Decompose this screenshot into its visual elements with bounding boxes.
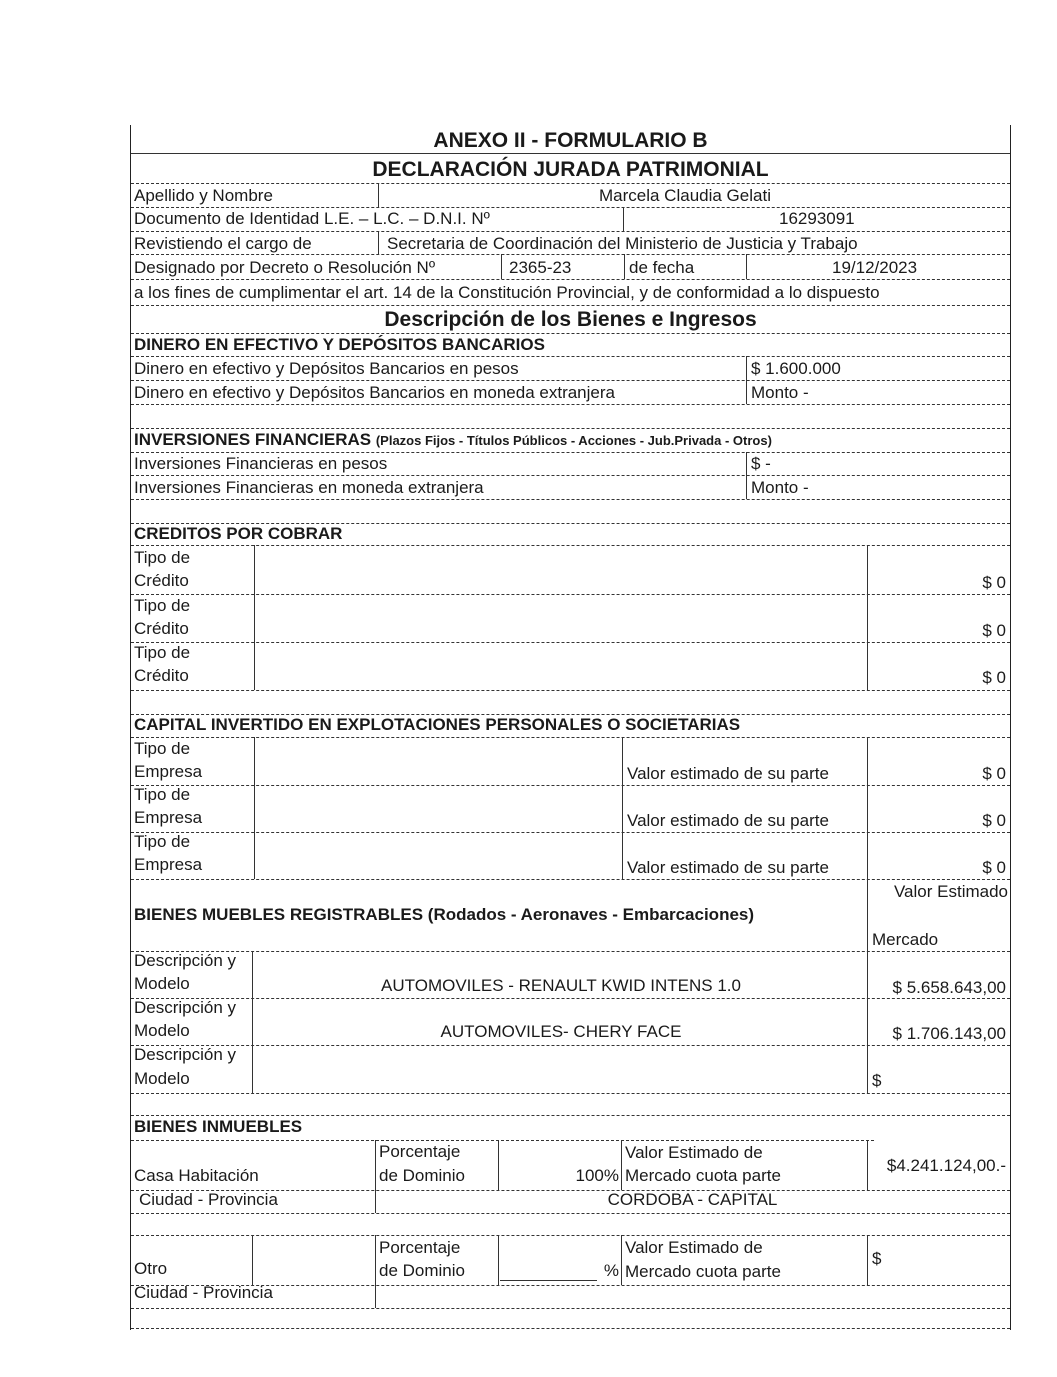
credito-tipo-label: Tipo de <box>134 643 191 662</box>
capital-title: CAPITAL INVERTIDO EN EXPLOTACIONES PERSONALES O SOCIETARIAS <box>134 715 741 734</box>
credito-value: $ 0 <box>982 621 1006 640</box>
cell-border <box>624 254 625 279</box>
cell-border <box>375 1235 376 1285</box>
divider <box>131 380 1010 381</box>
casa-porcentaje-label: de Dominio <box>379 1166 465 1185</box>
divider <box>131 1328 1010 1329</box>
muebles-title-main: BIENES MUEBLES REGISTRABLES <box>134 905 424 924</box>
mueble-desc-label: Modelo <box>134 974 190 993</box>
form-title: ANEXO II - FORMULARIO B <box>433 129 708 152</box>
divider <box>131 452 1010 453</box>
decreto-label: Designado por Decreto o Resolución Nº <box>134 258 436 277</box>
dinero-title: DINERO EN EFECTIVO Y DEPÓSITOS BANCARIOS <box>134 335 545 354</box>
declaracion-form <box>130 125 1011 1330</box>
divider <box>131 1045 1010 1046</box>
mueble-description: AUTOMOVILES- CHERY FACE <box>440 1022 682 1041</box>
casa-porcentaje-label: Porcentaje <box>379 1142 461 1161</box>
casa-ciudad-value: CORDOBA - CAPITAL <box>607 1190 778 1209</box>
credito-tipo-label: Crédito <box>134 619 189 638</box>
empresa-value: $ 0 <box>982 811 1006 830</box>
casa-valor-value: $4.241.124,00.- <box>886 1156 1006 1175</box>
cargo-label: Revistiendo el cargo de <box>134 234 312 253</box>
divider <box>131 690 1010 691</box>
muebles-valor-header: Mercado <box>872 930 939 949</box>
divider <box>131 279 1010 280</box>
divider <box>131 594 1010 595</box>
dinero-extranjera-value: Monto - <box>751 383 809 402</box>
casa-habitacion-label: Casa Habitación <box>134 1166 259 1185</box>
cell-border <box>375 1285 376 1308</box>
divider <box>131 1093 1010 1094</box>
otro-valor-label: Mercado cuota parte <box>625 1262 781 1281</box>
document-label: Documento de Identidad L.E. – L.C. – D.N.I. Nº <box>134 209 490 228</box>
divider <box>131 737 1010 738</box>
otro-ciudad-label: Ciudad - Provincia <box>134 1283 273 1302</box>
divider <box>131 356 1010 357</box>
fines-text: a los fines de cumplimentar el art. 14 de la Constitución Provincial, y de conformidad a lo dispuesto <box>134 283 880 302</box>
mueble-description: AUTOMOVILES - RENAULT KWID INTENS 1.0 <box>381 976 741 995</box>
mueble-value: $ 1.706.143,00 <box>892 1024 1006 1043</box>
empresa-value: $ 0 <box>982 858 1006 877</box>
divider <box>131 428 1010 429</box>
divider <box>131 333 1010 334</box>
decreto-value: 2365-23 <box>509 258 572 277</box>
mueble-value: $ 5.658.643,00 <box>892 978 1006 997</box>
divider <box>131 832 1010 833</box>
divider <box>131 642 1010 643</box>
cell-border <box>622 737 623 879</box>
otro-porcentaje-label: de Dominio <box>379 1261 465 1280</box>
cell-border <box>252 1235 253 1285</box>
divider <box>131 254 1010 255</box>
divider <box>131 1140 874 1141</box>
divider <box>131 475 1010 476</box>
cell-border <box>623 207 624 231</box>
cell-border <box>252 951 253 1093</box>
cell-border <box>867 1235 868 1285</box>
credito-tipo-label: Crédito <box>134 666 189 685</box>
divider <box>131 153 1010 154</box>
fecha-value: 19/12/2023 <box>832 258 918 277</box>
muebles-valor-header: Valor Estimado <box>893 882 1008 901</box>
empresa-tipo-label: Empresa <box>134 808 203 827</box>
inversiones-pesos-value: $ - <box>751 454 771 473</box>
divider <box>131 998 1010 999</box>
empresa-tipo-label: Tipo de <box>134 739 191 758</box>
mueble-desc-label: Descripción y <box>134 951 237 970</box>
mueble-desc-label: Descripción y <box>134 998 237 1017</box>
empresa-tipo-label: Tipo de <box>134 785 191 804</box>
inmuebles-title: BIENES INMUEBLES <box>134 1117 303 1136</box>
form-subtitle: DECLARACIÓN JURADA PATRIMONIAL <box>372 158 769 181</box>
cell-border <box>498 1140 499 1190</box>
dinero-extranjera-label: Dinero en efectivo y Depósitos Bancarios en moneda extranjera <box>134 383 615 402</box>
cargo-value: Secretaria de Coordinación del Ministerio de Justicia y Trabajo <box>387 234 858 253</box>
cell-border <box>375 1140 376 1190</box>
divider <box>131 951 1010 952</box>
empresa-tipo-label: Empresa <box>134 762 203 781</box>
dinero-pesos-value: $ 1.600.000 <box>751 359 841 378</box>
credito-tipo-label: Tipo de <box>134 548 191 567</box>
credito-tipo-label: Crédito <box>134 571 189 590</box>
otro-valor-value: $ <box>872 1249 882 1268</box>
cell-border <box>621 1140 622 1190</box>
empresa-valor-label: Valor estimado de su parte <box>627 764 829 783</box>
cell-border <box>867 737 868 879</box>
credito-value: $ 0 <box>982 668 1006 687</box>
divider <box>131 545 1010 546</box>
otro-porcentaje-value: % <box>603 1261 619 1280</box>
divider <box>131 879 1010 880</box>
divider <box>131 404 1010 405</box>
inversiones-title-detail: (Plazos Fijos - Títulos Públicos - Acciones - Jub.Privada - Otros) <box>375 433 772 448</box>
divider <box>131 305 1010 306</box>
casa-porcentaje-value: 100% <box>575 1166 619 1185</box>
divider <box>131 785 1010 786</box>
divider <box>131 1213 1010 1214</box>
divider <box>131 183 1010 184</box>
mueble-desc-label: Modelo <box>134 1069 190 1088</box>
inversiones-title <box>134 430 772 451</box>
dinero-pesos-label: Dinero en efectivo y Depósitos Bancarios en pesos <box>134 359 519 378</box>
casa-valor-label: Mercado cuota parte <box>625 1166 781 1185</box>
credito-tipo-label: Tipo de <box>134 596 191 615</box>
cell-border <box>501 254 502 279</box>
cell-border <box>621 1235 622 1285</box>
empresa-valor-label: Valor estimado de su parte <box>627 811 829 830</box>
cell-border <box>378 231 379 254</box>
otro-valor-label: Valor Estimado de <box>625 1238 763 1257</box>
credito-value: $ 0 <box>982 573 1006 592</box>
casa-valor-label: Valor Estimado de <box>625 1143 763 1162</box>
cell-border <box>498 1235 499 1285</box>
cell-border <box>867 879 868 1093</box>
name-label: Apellido y Nombre <box>134 186 273 205</box>
muebles-title <box>134 905 754 925</box>
mueble-desc-label: Descripción y <box>134 1045 237 1064</box>
empresa-tipo-label: Tipo de <box>134 832 191 851</box>
cell-border <box>254 545 255 690</box>
cell-border <box>378 183 379 207</box>
cell-border <box>867 1140 868 1190</box>
document-value: 16293091 <box>779 209 855 228</box>
cell-border <box>867 545 868 690</box>
empresa-tipo-label: Empresa <box>134 855 203 874</box>
name-value: Marcela Claudia Gelati <box>599 186 771 205</box>
bienes-title: Descripción de los Bienes e Ingresos <box>384 308 757 331</box>
inversiones-extranjera-value: Monto - <box>751 478 809 497</box>
inversiones-pesos-label: Inversiones Financieras en pesos <box>134 454 388 473</box>
divider <box>131 1115 1010 1116</box>
cell-border <box>746 254 747 279</box>
divider <box>131 499 1010 500</box>
casa-ciudad-label: Ciudad - Provincia <box>139 1190 278 1209</box>
cell-border <box>254 737 255 879</box>
mueble-value: $ <box>872 1071 882 1090</box>
fecha-label: de fecha <box>629 258 695 277</box>
divider <box>131 1235 1010 1236</box>
otro-porcentaje-label: Porcentaje <box>379 1238 461 1257</box>
divider <box>131 1308 1010 1309</box>
empresa-value: $ 0 <box>982 764 1006 783</box>
inversiones-extranjera-label: Inversiones Financieras en moneda extranjera <box>134 478 484 497</box>
divider <box>131 231 1010 232</box>
divider <box>131 207 1010 208</box>
creditos-title: CREDITOS POR COBRAR <box>134 524 343 543</box>
otro-label: Otro <box>134 1259 168 1278</box>
inversiones-title-main: INVERSIONES FINANCIERAS <box>134 430 372 449</box>
muebles-title-detail: (Rodados - Aeronaves - Embarcaciones) <box>427 905 755 924</box>
mueble-desc-label: Modelo <box>134 1021 190 1040</box>
empresa-valor-label: Valor estimado de su parte <box>627 858 829 877</box>
